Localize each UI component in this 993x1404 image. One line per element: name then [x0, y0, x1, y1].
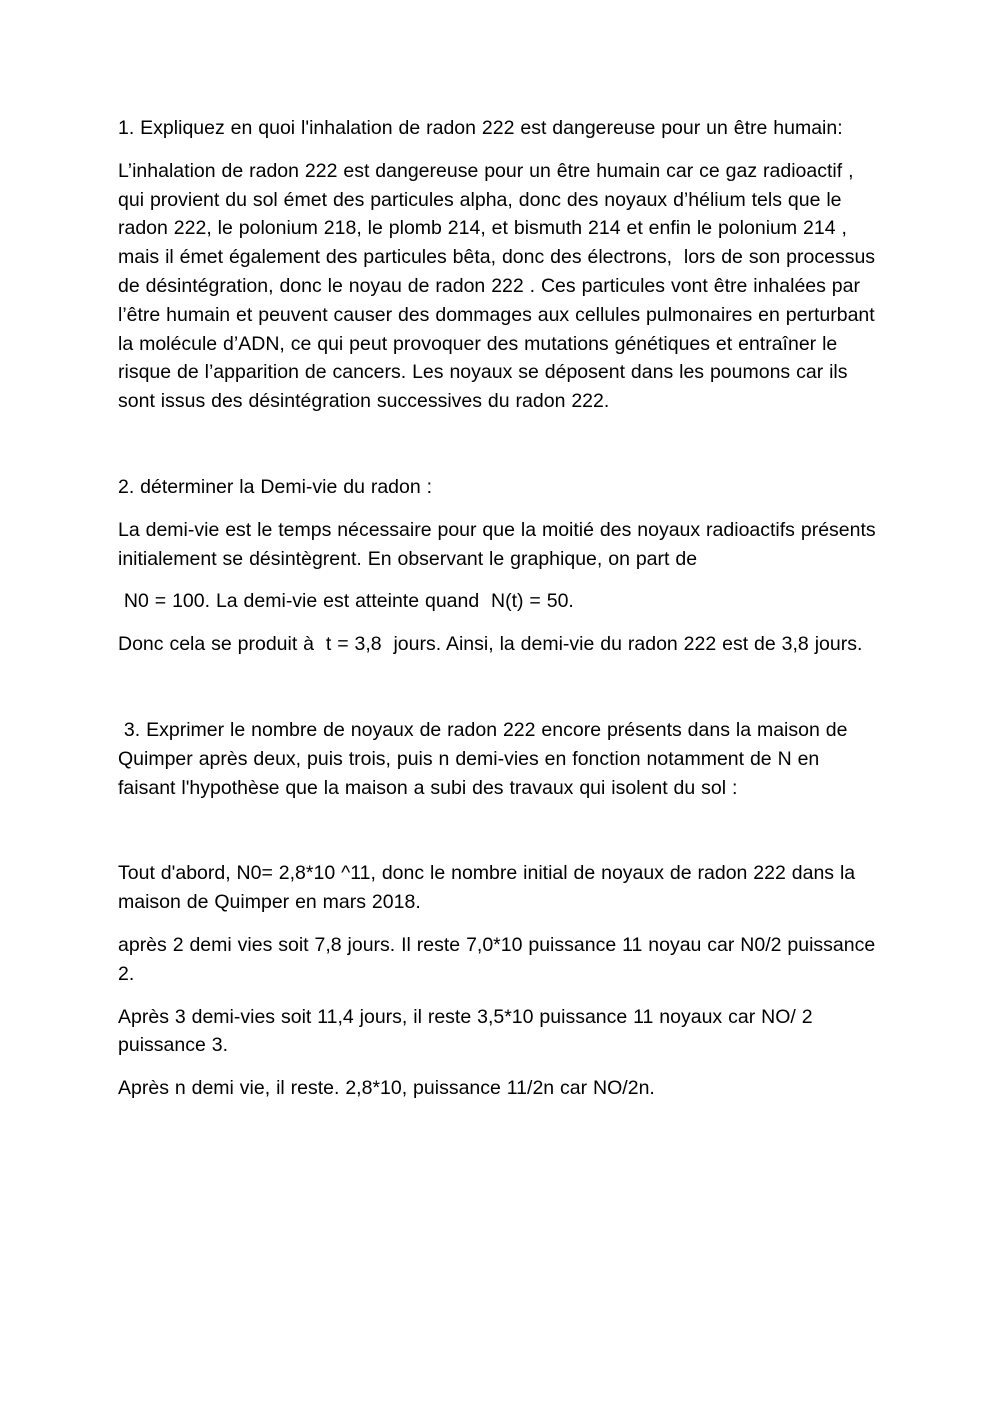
document-content [118, 114, 882, 1117]
answer-2-paragraph-1: La demi-vie est le temps nécessaire pour que la moitié des noyaux radioactifs présents initialement se désintègrent. En observant le graphique, on part de [118, 518, 882, 570]
question-3-answer-gap [118, 816, 876, 859]
question-3: 3. Exprimer le nombre de noyaux de radon 222 encore présents dans la maison de Quimper après deux, puis trois, puis n demi-vies en fonction notamment de N en faisant l'hypothèse que la maison a subi des travaux qui isolent du sol : [118, 718, 854, 799]
answer-3-paragraph-1: Tout d'abord, N0= 2,8*10 ^11, donc le nombre initial de noyaux de radon 222 dans la maison de Quimper en mars 2018. [118, 862, 862, 914]
answer-3-paragraph-3: Après 3 demi-vies soit 11,4 jours, il reste 3,5*10 puissance 11 noyaux car NO/ 2 puissance 3. [118, 1005, 819, 1057]
section-spacer-1 [118, 430, 876, 473]
section-spacer-2 [118, 673, 876, 716]
question-2: 2. déterminer la Demi-vie du radon : [118, 475, 433, 498]
answer-1-paragraph-1: L’inhalation de radon 222 est dangereuse pour un être humain car ce gaz radioactif , qui provient du sol émet des particules alpha, donc des noyaux d’hélium tels que le radon 222, le polonium 218, le plomb 214, et bismuth 214 et enfin le polonium 214 , mais il émet également des particules bêta, donc des électrons, lors de son processus de désintégration, donc le noyau de radon 222 . Ces particules vont être inhalées par l’être humain et peuvent causer des dommages aux cellules pulmonaires en perturbant la molécule d’ADN, ce qui peut provoquer des mutations génétiques et entraîner le risque de l’apparition de cancers. Les noyaux se déposent dans les poumons car ils sont issus des désintégration successives du radon 222. [118, 159, 881, 413]
answer-3-paragraph-4: Après n demi vie, il reste. 2,8*10, puissance 11/2n car NO/2n. [118, 1077, 655, 1100]
question-1: 1. Expliquez en quoi l'inhalation de radon 222 est dangereuse pour un être humain: [118, 117, 843, 139]
answer-3-paragraph-2: après 2 demi vies soit 7,8 jours. Il reste 7,0*10 puissance 11 noyau car N0/2 puissance 2. [118, 933, 882, 985]
answer-2-paragraph-2: N0 = 100. La demi-vie est atteinte quand N(t) = 50. [118, 590, 574, 613]
answer-2-paragraph-3: Donc cela se produit à t = 3,8 jours. Ainsi, la demi-vie du radon 222 est de 3,8 jours. [118, 633, 863, 656]
